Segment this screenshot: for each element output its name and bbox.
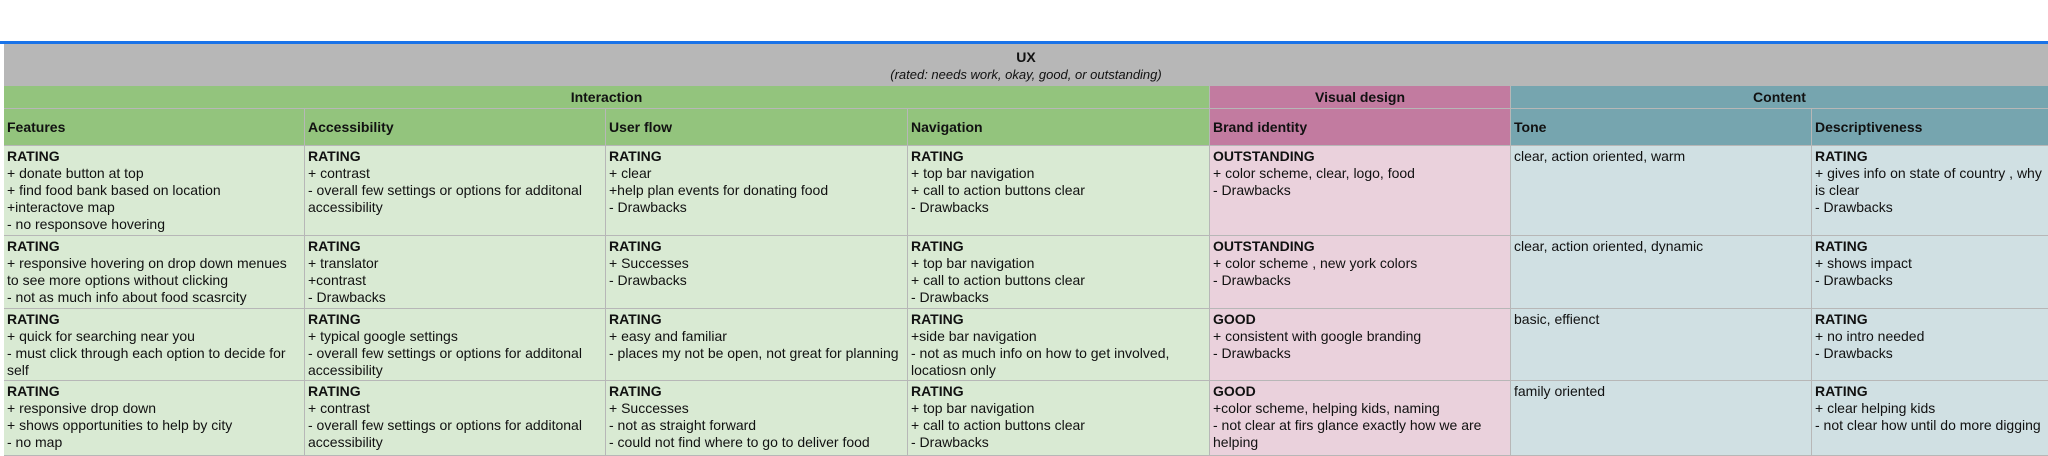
cell-line: + contrast bbox=[308, 165, 370, 181]
cell-rating: RATING bbox=[609, 148, 662, 164]
table-cell[interactable] bbox=[908, 146, 1210, 236]
table-cell[interactable] bbox=[1210, 236, 1511, 309]
cell-rating: RATING bbox=[7, 148, 60, 164]
cell-rating: RATING bbox=[609, 383, 662, 399]
group-header-visual-design[interactable]: Visual design bbox=[1210, 86, 1511, 109]
table-cell[interactable] bbox=[606, 236, 908, 309]
cell-line: + Successes bbox=[609, 255, 689, 271]
cell-rating: RATING bbox=[911, 383, 964, 399]
cell-line: + typical google settings bbox=[308, 328, 458, 344]
cell-line: basic, effienct bbox=[1514, 311, 1600, 327]
ux-title: UX bbox=[1016, 49, 1036, 65]
table-cell[interactable] bbox=[305, 146, 606, 236]
cell-line: + donate button at top bbox=[7, 165, 144, 181]
cell-line: +help plan events for donating food bbox=[609, 182, 829, 198]
cell-rating: RATING bbox=[308, 148, 361, 164]
table-cell[interactable] bbox=[4, 381, 305, 456]
table-cell[interactable] bbox=[1210, 309, 1511, 381]
cell-line: - Drawbacks bbox=[1213, 345, 1291, 361]
group-header-interaction[interactable]: Interaction bbox=[4, 86, 1210, 109]
cell-line: - Drawbacks bbox=[1815, 199, 1893, 215]
cell-rating: RATING bbox=[609, 311, 662, 327]
cell-line: + find food bank based on location bbox=[7, 182, 221, 198]
table-cell[interactable] bbox=[4, 236, 305, 309]
table-cell[interactable] bbox=[1511, 236, 1812, 309]
cell-rating: RATING bbox=[1815, 383, 1868, 399]
cell-line: - not clear at firs glance exactly how we are helping bbox=[1213, 417, 1482, 450]
cell-line: - Drawbacks bbox=[1213, 272, 1291, 288]
cell-rating: RATING bbox=[308, 238, 361, 254]
cell-rating: RATING bbox=[609, 238, 662, 254]
cell-line: + consistent with google branding bbox=[1213, 328, 1422, 344]
cell-line: - overall few settings or options for additonal accessibility bbox=[308, 417, 582, 450]
spreadsheet-grid bbox=[4, 44, 2048, 456]
cell-line: +interactove map bbox=[7, 199, 115, 215]
group-header-content[interactable]: Content bbox=[1511, 86, 2048, 109]
cell-line: + clear bbox=[609, 165, 652, 181]
cell-line: - not as much info about food scasrcity bbox=[7, 289, 247, 305]
cell-line: - not as much info on how to get involved, locatiosn only bbox=[911, 345, 1170, 378]
cell-line: - Drawbacks bbox=[308, 289, 386, 305]
table-cell[interactable] bbox=[305, 309, 606, 381]
table-cell[interactable] bbox=[1812, 309, 2048, 381]
cell-line: - Drawbacks bbox=[911, 289, 989, 305]
cell-line: + contrast bbox=[308, 400, 370, 416]
table-cell[interactable] bbox=[305, 381, 606, 456]
cell-line: - Drawbacks bbox=[1815, 345, 1893, 361]
table-cell[interactable] bbox=[606, 146, 908, 236]
column-header-tone[interactable]: Tone bbox=[1511, 109, 1812, 146]
cell-line: + clear helping kids bbox=[1815, 400, 1936, 416]
cell-line: - must click through each option to decide for self bbox=[7, 345, 286, 378]
cell-rating: RATING bbox=[1815, 311, 1868, 327]
ux-header-cell[interactable] bbox=[4, 44, 2048, 86]
table-cell[interactable] bbox=[1210, 146, 1511, 236]
cell-line: - not clear how until do more digging bbox=[1815, 417, 2041, 433]
table-cell[interactable] bbox=[1511, 309, 1812, 381]
cell-rating: OUTSTANDING bbox=[1213, 148, 1315, 164]
cell-line: + call to action buttons clear bbox=[911, 272, 1085, 288]
cell-rating: OUTSTANDING bbox=[1213, 238, 1315, 254]
cell-line: clear, action oriented, warm bbox=[1514, 148, 1686, 164]
cell-line: + easy and familiar bbox=[609, 328, 727, 344]
cell-rating: RATING bbox=[911, 148, 964, 164]
cell-line: + shows impact bbox=[1815, 255, 1912, 271]
table-cell[interactable] bbox=[1812, 146, 2048, 236]
table-cell[interactable] bbox=[1210, 381, 1511, 456]
cell-line: + responsive hovering on drop down menues to see more options without clicking bbox=[7, 255, 287, 288]
cell-line: +color scheme, helping kids, naming bbox=[1213, 400, 1440, 416]
table-cell[interactable] bbox=[908, 236, 1210, 309]
cell-line: clear, action oriented, dynamic bbox=[1514, 238, 1704, 254]
cell-line: - Drawbacks bbox=[609, 199, 687, 215]
cell-line: +side bar navigation bbox=[911, 328, 1037, 344]
ux-subtitle: (rated: needs work, okay, good, or outstanding) bbox=[890, 67, 1162, 82]
table-cell[interactable] bbox=[305, 236, 606, 309]
table-cell[interactable] bbox=[1511, 381, 1812, 456]
table-cell[interactable] bbox=[4, 309, 305, 381]
column-header-navigation[interactable]: Navigation bbox=[908, 109, 1210, 146]
cell-line: + no intro needed bbox=[1815, 328, 1925, 344]
cell-line: - Drawbacks bbox=[1815, 272, 1893, 288]
column-header-brand-identity[interactable]: Brand identity bbox=[1210, 109, 1511, 146]
table-cell[interactable] bbox=[908, 381, 1210, 456]
cell-line: + top bar navigation bbox=[911, 165, 1035, 181]
cell-rating: GOOD bbox=[1213, 383, 1256, 399]
formula-bar[interactable] bbox=[0, 0, 2048, 44]
cell-line: + color scheme, clear, logo, food bbox=[1213, 165, 1415, 181]
table-cell[interactable] bbox=[1812, 381, 2048, 456]
cell-line: + Successes bbox=[609, 400, 689, 416]
table-cell[interactable] bbox=[1511, 146, 1812, 236]
cell-line: family oriented bbox=[1514, 383, 1606, 399]
cell-rating: RATING bbox=[911, 238, 964, 254]
cell-rating: RATING bbox=[308, 311, 361, 327]
cell-line: - overall few settings or options for additonal accessibility bbox=[308, 182, 582, 215]
cell-rating: RATING bbox=[7, 383, 60, 399]
table-cell[interactable] bbox=[606, 309, 908, 381]
column-header-descriptiveness[interactable]: Descriptiveness bbox=[1812, 109, 2048, 146]
cell-line: + gives info on state of country , why is clear bbox=[1815, 165, 2042, 198]
cell-line: - no responsove hovering bbox=[7, 216, 165, 232]
cell-line: + responsive drop down bbox=[7, 400, 157, 416]
cell-line: + call to action buttons clear bbox=[911, 182, 1085, 198]
cell-line: + call to action buttons clear bbox=[911, 417, 1085, 433]
cell-rating: RATING bbox=[7, 238, 60, 254]
cell-line: - no map bbox=[7, 434, 63, 450]
cell-line: - not as straight forward bbox=[609, 417, 757, 433]
cell-line: + quick for searching near you bbox=[7, 328, 195, 344]
cell-line: - Drawbacks bbox=[911, 199, 989, 215]
cell-line: + color scheme , new york colors bbox=[1213, 255, 1418, 271]
cell-rating: RATING bbox=[911, 311, 964, 327]
cell-line: - could not find where to go to deliver food bbox=[609, 434, 870, 450]
cell-line: + top bar navigation bbox=[911, 255, 1035, 271]
cell-rating: RATING bbox=[1815, 238, 1868, 254]
column-header-accessibility[interactable]: Accessibility bbox=[305, 109, 606, 146]
cell-line: - overall few settings or options for additonal accessibility bbox=[308, 345, 582, 378]
cell-line: + shows opportunities to help by city bbox=[7, 417, 233, 433]
cell-rating: RATING bbox=[308, 383, 361, 399]
cell-line: - Drawbacks bbox=[1213, 182, 1291, 198]
cell-line: - Drawbacks bbox=[609, 272, 687, 288]
cell-line: + translator bbox=[308, 255, 379, 271]
column-header-user-flow[interactable]: User flow bbox=[606, 109, 908, 146]
cell-line: + top bar navigation bbox=[911, 400, 1035, 416]
table-cell[interactable] bbox=[4, 146, 305, 236]
cell-rating: GOOD bbox=[1213, 311, 1256, 327]
cell-rating: RATING bbox=[7, 311, 60, 327]
cell-line: +contrast bbox=[308, 272, 366, 288]
column-header-features[interactable]: Features bbox=[4, 109, 305, 146]
cell-rating: RATING bbox=[1815, 148, 1868, 164]
table-cell[interactable] bbox=[606, 381, 908, 456]
cell-line: - places my not be open, not great for planning bbox=[609, 345, 899, 361]
table-cell[interactable] bbox=[1812, 236, 2048, 309]
cell-line: - Drawbacks bbox=[911, 434, 989, 450]
table-cell[interactable] bbox=[908, 309, 1210, 381]
